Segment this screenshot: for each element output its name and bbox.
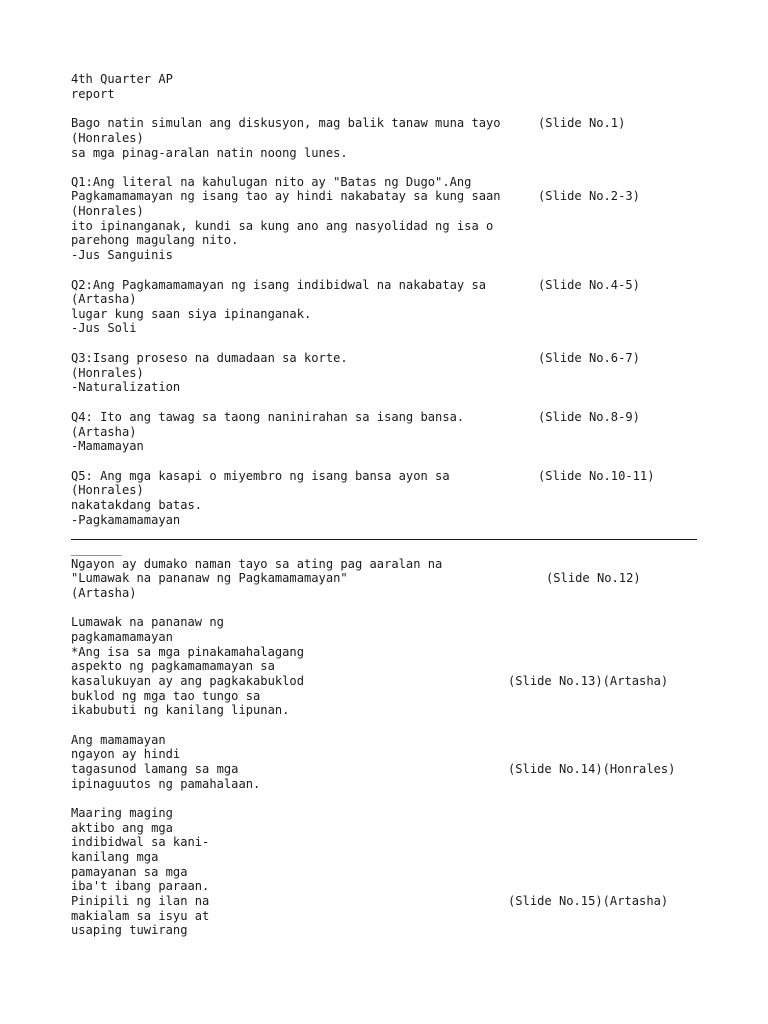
slide-text-line: Pinipili ng ilan na xyxy=(71,894,210,908)
slide-text-line: buklod ng mga tao tungo sa xyxy=(71,689,261,703)
reporter-name: (Honrales) xyxy=(71,366,144,380)
slide-text-line: aspekto ng pagkamamamayan sa xyxy=(71,659,275,673)
question-line: lugar kung saan siya ipinanganak. xyxy=(71,307,312,321)
document-title: 4th Quarter AP xyxy=(71,72,173,86)
reporter-name: (Honrales) xyxy=(71,204,144,218)
slide-reference: (Slide No.12) xyxy=(546,571,641,585)
question-line: ito ipinanganak, kundi sa kung ano ang nasyolidad ng isa o xyxy=(71,219,494,233)
slide-text-line: Lumawak na pananaw ng xyxy=(71,615,224,629)
reporter-name: (Artasha) xyxy=(71,425,137,439)
slide-text-line: Ang mamamayan xyxy=(71,733,166,747)
slide-text-line: ikabubuti ng kanilang lipunan. xyxy=(71,703,290,717)
slide-reference: (Slide No.2-3) xyxy=(538,189,640,203)
question-line: Q4: Ito ang tawag sa taong naninirahan sa isang bansa. xyxy=(71,410,465,424)
slide-text-line: makialam sa isyu at xyxy=(71,909,210,923)
separator-line xyxy=(71,539,697,540)
slide-text-line: ipinaguutos ng pamahalaan. xyxy=(71,777,261,791)
document-subtitle: report xyxy=(71,87,115,101)
slide-text-line: pamayanan sa mga xyxy=(71,865,188,879)
question-line: Pagkamamamayan ng isang tao ay hindi nakabatay sa kung saan xyxy=(71,189,501,203)
question-line: nakatakdang batas. xyxy=(71,498,203,512)
slide-text-line: iba't ibang paraan. xyxy=(71,879,210,893)
answer-text: -Naturalization xyxy=(71,380,181,394)
answer-text: -Mamamayan xyxy=(71,439,144,453)
slide-reference: (Slide No.6-7) xyxy=(538,351,640,365)
slide-text-line: indibidwal sa kani- xyxy=(71,835,210,849)
reporter-name: (Honrales) xyxy=(71,131,144,145)
slide-text-line: usaping tuwirang xyxy=(71,923,188,937)
slide-reference: (Slide No.15)(Artasha) xyxy=(508,894,669,908)
slide-reference: (Slide No.1) xyxy=(538,116,626,130)
question-line: Q5: Ang mga kasapi o miyembro ng isang bansa ayon sa xyxy=(71,469,450,483)
intro-text-line: sa mga pinag-aralan natin noong lunes. xyxy=(71,146,348,160)
section-text-line: Ngayon ay dumako naman tayo sa ating pag aaralan na xyxy=(71,557,443,571)
reporter-name: (Artasha) xyxy=(71,586,137,600)
slide-text-line: ngayon ay hindi xyxy=(71,747,181,761)
section-text-line: "Lumawak na pananaw ng Pagkamamamayan" xyxy=(71,571,348,585)
slide-text-line: Maaring maging xyxy=(71,806,173,820)
slide-text-line: kasalukuyan ay ang pagkakabuklod xyxy=(71,674,304,688)
slide-text-line: aktibo ang mga xyxy=(71,821,173,835)
answer-text: -Pagkamamamayan xyxy=(71,513,181,527)
intro-text-line: Bago natin simulan ang diskusyon, mag balik tanaw muna tayo xyxy=(71,116,501,130)
slide-reference: (Slide No.4-5) xyxy=(538,278,640,292)
reporter-name: (Honrales) xyxy=(71,483,144,497)
question-line: Q3:Isang proseso na dumadaan sa korte. xyxy=(71,351,348,365)
question-line: Q1:Ang literal na kahulugan nito ay "Batas ng Dugo".Ang xyxy=(71,175,472,189)
slide-text-line: pagkamamamayan xyxy=(71,630,173,644)
answer-text: -Jus Soli xyxy=(71,321,137,335)
answer-text: -Jus Sanguinis xyxy=(71,248,173,262)
reporter-name: (Artasha) xyxy=(71,292,137,306)
slide-reference: (Slide No.13)(Artasha) xyxy=(508,674,669,688)
slide-text-line: kanilang mga xyxy=(71,850,159,864)
slide-reference: (Slide No.14)(Honrales) xyxy=(508,762,676,776)
slide-reference: (Slide No.8-9) xyxy=(538,410,640,424)
separator-tail: _______ xyxy=(71,542,122,556)
slide-text-line: *Ang isa sa mga pinakamahalagang xyxy=(71,645,304,659)
question-line: Q2:Ang Pagkamamamayan ng isang indibidwal na nakabatay sa xyxy=(71,278,487,292)
slide-reference: (Slide No.10-11) xyxy=(538,469,655,483)
question-line: parehong magulang nito. xyxy=(71,233,239,247)
slide-text-line: tagasunod lamang sa mga xyxy=(71,762,239,776)
